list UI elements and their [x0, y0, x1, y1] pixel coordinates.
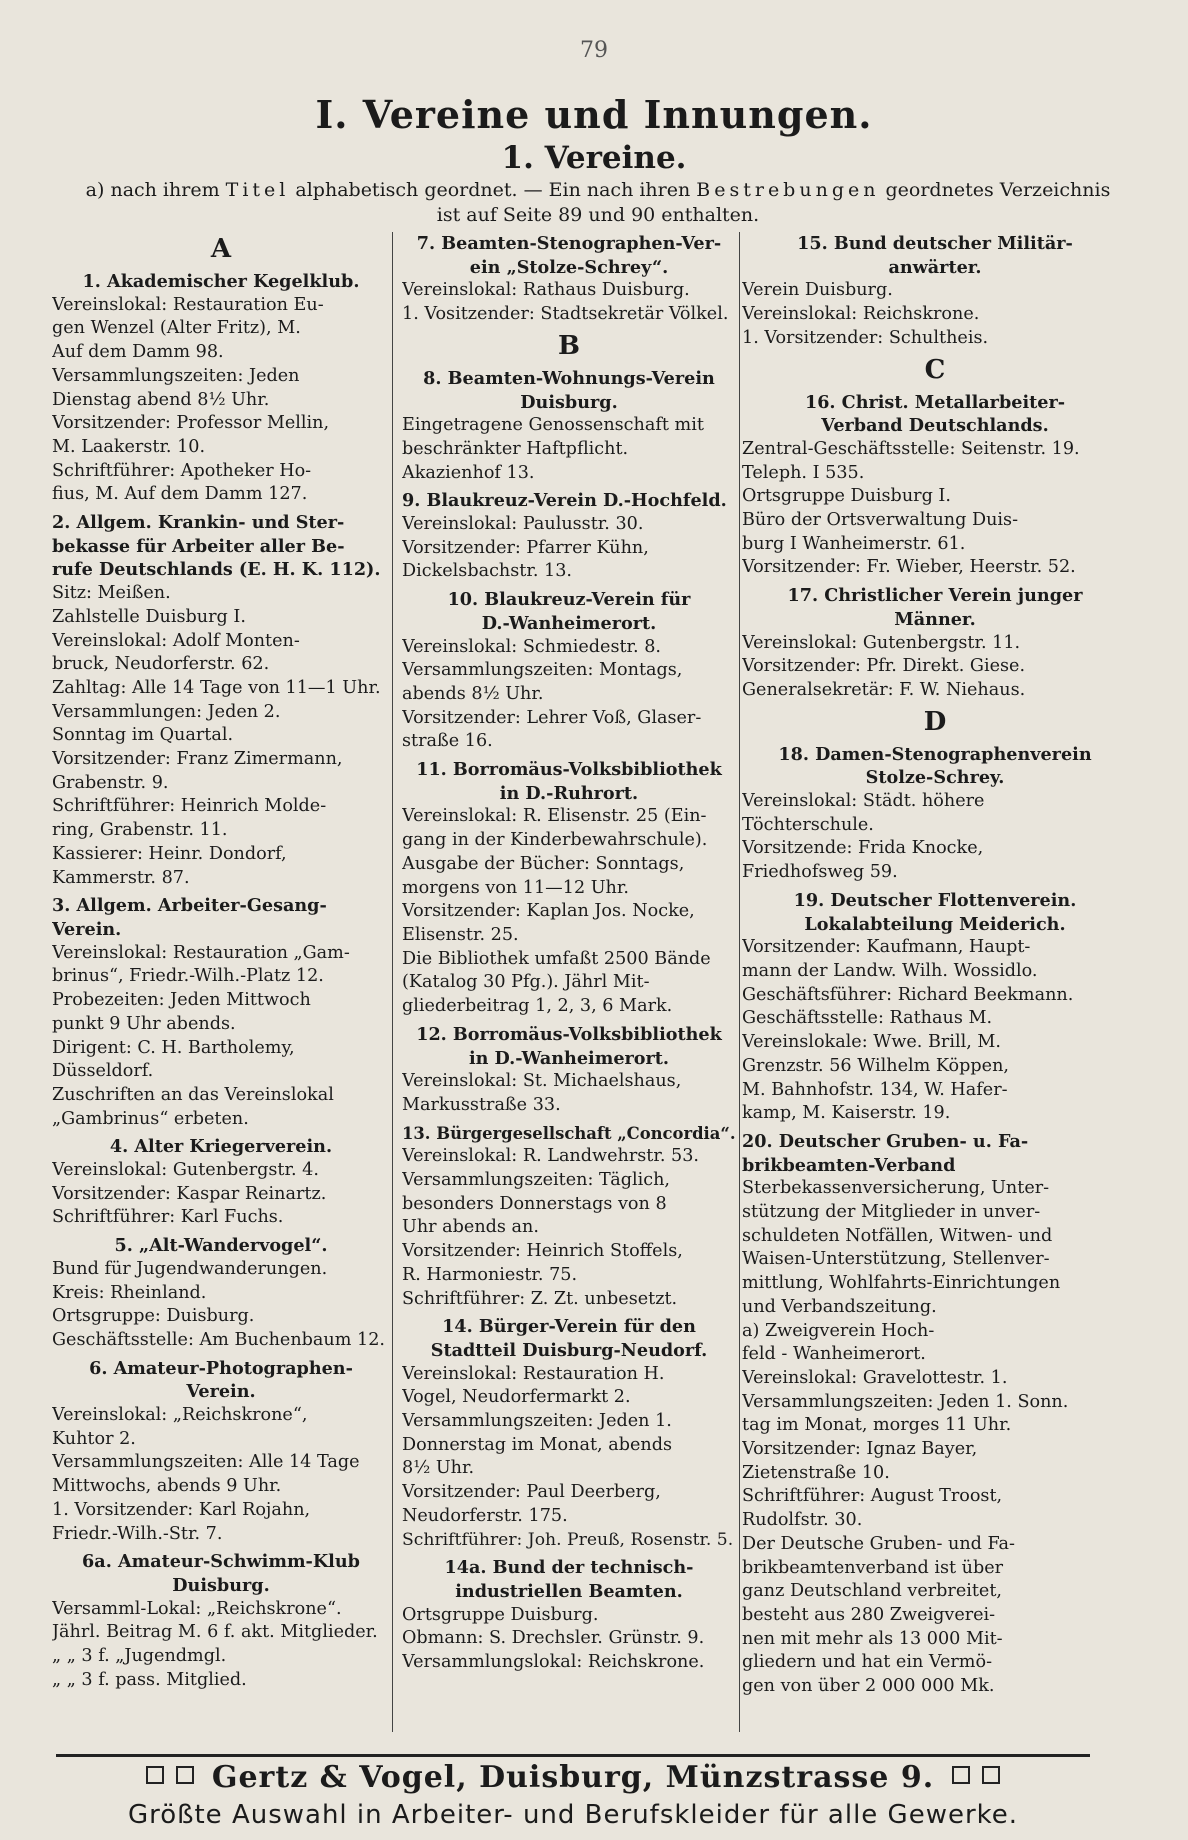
entry-title: 14a. Bund der technisch-	[444, 1557, 694, 1579]
entry-line: Friedhofsweg 59.	[742, 862, 898, 883]
entry	[742, 391, 1128, 581]
entry-title: 1. Akademischer Kegelklub.	[82, 271, 360, 292]
chapter-heading: I. Vereine und Innungen.	[315, 92, 873, 137]
entry-line: Ortsgruppe Duisburg I.	[742, 486, 951, 507]
entry-title: 4. Alter Kriegerverein.	[109, 1136, 333, 1158]
entry	[402, 232, 736, 327]
entry-title: 17. Christlicher Verein junger	[787, 585, 1083, 607]
entry-line: Vereinslokal: Städt. höhere	[742, 791, 985, 812]
entry-line: fius, M. Auf dem Damm 127.	[52, 484, 308, 505]
entry-title: 14. Bürger-Verein für den	[442, 1316, 696, 1338]
entry-line: Vereinslokal: St. Michaelshaus,	[402, 1071, 682, 1092]
entry-line: mann der Landw. Wilh. Wossidlo.	[742, 960, 1038, 981]
entry-line: Dirigent: C. H. Bartholemy,	[52, 1037, 295, 1058]
entry-title: 6a. Amateur-Schwimm-Klub	[82, 1551, 360, 1573]
entry-line: Versammlungen: Jeden 2.	[52, 701, 281, 722]
entry-title: D.-Wanheimerort.	[481, 612, 657, 634]
entry-line: Töchterschule.	[742, 814, 874, 835]
entry-line: „ „ 3 f. „Jugendmgl.	[52, 1646, 227, 1667]
entry-line: Jährl. Beitrag M. 6 f. akt. Mitglieder.	[52, 1622, 378, 1643]
entry-title: Lokalabteilung Meiderich.	[804, 913, 1066, 935]
entry-title: Verein.	[52, 918, 122, 940]
entry-line: und Verbandszeitung.	[742, 1296, 937, 1317]
entry-line: Vereinslokal: Gutenbergstr. 11.	[742, 632, 1021, 653]
entry-line: Versammlungszeiten: Jeden 1. Sonn.	[742, 1391, 1069, 1412]
entry-line: Mittwochs, abends 9 Uhr.	[52, 1476, 282, 1497]
entry-line: Grabenstr. 9.	[52, 772, 169, 793]
entry-line: gen Wenzel (Alter Fritz), M.	[52, 318, 301, 339]
entry-title: 9. Blaukreuz-Verein D.-Hochfeld.	[402, 490, 727, 512]
entry-line: brinus“, Friedr.-Wilh.-Platz 12.	[52, 966, 324, 987]
entry-line: Vorsitzender: Kaufmann, Haupt-	[742, 937, 1031, 958]
entry-line: besteht aus 280 Zweigverei-	[742, 1604, 996, 1625]
entry-line: Vereinslokal: Gutenbergstr. 4.	[52, 1160, 319, 1181]
entry-line: Kuhtor 2.	[52, 1428, 136, 1449]
entry	[742, 1130, 1128, 1699]
entry-line: Schriftführer: Joh. Preuß, Rosenstr. 5.	[402, 1529, 734, 1550]
entry	[52, 1550, 390, 1692]
entry-line: Vereinslokal: Reichskrone.	[742, 304, 980, 325]
entry-line: Vereinslokal: „Reichskrone“,	[52, 1405, 308, 1426]
section-letter: B	[558, 330, 580, 361]
entry-line: Vereinslokal: R. Elisenstr. 25 (Ein-	[402, 806, 707, 827]
entry-title: brikbeamten-Verband	[742, 1154, 956, 1176]
intro-line2: ist auf Seite 89 und 90 enthalten.	[436, 204, 760, 226]
entry-line: Auf dem Damm 98.	[52, 342, 224, 363]
column-3	[742, 232, 1128, 1742]
entry	[742, 584, 1128, 703]
entry-line: Neudorferstr. 175.	[402, 1505, 568, 1526]
entry-line: Rudolfstr. 30.	[742, 1510, 863, 1531]
entry-line: Vorsitzender: Ignaz Bayer,	[742, 1439, 978, 1460]
advert-line-2: Größte Auswahl in Arbeiter- und Berufskleider für alle Gewerke.	[127, 1800, 1019, 1830]
entry-columns	[46, 232, 1146, 1742]
entry-line: Schriftführer: Z. Zt. unbesetzt.	[402, 1288, 678, 1309]
entry-title: 3. Allgem. Arbeiter-Gesang-	[52, 895, 327, 917]
entry-line: 1. Vorsitzender: Karl Rojahn,	[52, 1499, 311, 1520]
entry-line: nen mit mehr als 13 000 Mit-	[742, 1628, 1003, 1649]
entry	[52, 511, 390, 890]
entry-line: 1. Vositzender: Stadtsekretär Völkel.	[402, 304, 729, 325]
entry-line: Schriftführer: Karl Fuchs.	[52, 1207, 284, 1228]
entry-line: Der Deutsche Gruben- und Fa-	[742, 1533, 1015, 1554]
entry	[742, 889, 1128, 1126]
entry-title: Männer.	[894, 608, 976, 630]
entry-title: in D.-Ruhrort.	[499, 782, 639, 804]
entry	[402, 1556, 736, 1675]
entry-title: Verband Deutschlands.	[821, 415, 1049, 437]
entry-line: Zentral-Geschäftsstelle: Seitenstr. 19.	[742, 438, 1080, 459]
entry-line: Grenzstr. 56 Wilhelm Köppen,	[742, 1055, 1010, 1076]
entry-line: Geschäftsführer: Richard Beekmann.	[742, 984, 1074, 1005]
entry-line: Versamml-Lokal: „Reichskrone“.	[52, 1598, 342, 1619]
entry-line: Friedr.-Wilh.-Str. 7.	[52, 1523, 223, 1544]
entry-title: anwärter.	[888, 256, 982, 278]
entry-line: burg I Wanheimerstr. 61.	[742, 533, 966, 554]
entry-line: Waisen-Unterstützung, Stellenver-	[742, 1249, 1050, 1270]
entry-line: M. Bahnhofstr. 134, W. Hafer-	[742, 1079, 1008, 1100]
entry-line: kamp, M. Kaiserstr. 19.	[742, 1103, 951, 1124]
entry-title: Duisburg.	[172, 1574, 270, 1596]
entry	[402, 367, 736, 486]
entry-title: 11. Borromäus-Volksbibliothek	[416, 759, 722, 781]
intro-titel: Titel	[225, 179, 290, 201]
entry-line: Schriftführer: August Troost,	[742, 1486, 1003, 1507]
entry-line: punkt 9 Uhr abends.	[52, 1013, 236, 1034]
entry-line: „Gambrinus“ erbeten.	[52, 1108, 249, 1129]
entry-line: Sterbekassenversicherung, Unter-	[742, 1178, 1050, 1199]
entry-line: 8½ Uhr.	[402, 1458, 475, 1479]
entry-line: Versammlungszeiten: Alle 14 Tage	[52, 1452, 360, 1473]
entry-line: Zahlstelle Duisburg I.	[52, 606, 246, 627]
entry-title: 8. Beamten-Wohnungs-Verein	[423, 367, 715, 389]
entry-line: M. Laakerstr. 10.	[52, 436, 206, 457]
entry	[52, 1357, 390, 1547]
entry-line: (Katalog 30 Pfg.). Jährl Mit-	[402, 972, 650, 993]
entry-line: Kreis: Rheinland.	[52, 1282, 207, 1303]
advert-line-1	[56, 1760, 1090, 1798]
advert-rule	[56, 1754, 1090, 1757]
entry-line: Versammlungslokal: Reichskrone.	[402, 1652, 705, 1673]
entry-line: mittlung, Wohlfahrts-Einrichtungen	[742, 1273, 1061, 1294]
entry-title: bekasse für Arbeiter aller Be-	[52, 535, 345, 557]
entry-line: bruck, Neudorferstr. 62.	[52, 654, 270, 675]
entry-title: Duisburg.	[520, 391, 618, 413]
entry-line: Vorsitzende: Frida Knocke,	[742, 838, 984, 859]
entry-line: Geschäftsstelle: Am Buchenbaum 12.	[52, 1329, 385, 1350]
entry-line: Uhr abends an.	[402, 1217, 539, 1238]
entry-line: Teleph. I 535.	[742, 462, 865, 483]
entry-title: industriellen Beamten.	[455, 1580, 683, 1602]
entry-line: Markusstraße 33.	[402, 1094, 561, 1115]
entry	[402, 588, 736, 754]
entry	[402, 489, 736, 584]
entry-line: Vereinslokal: R. Landwehrstr. 53.	[402, 1146, 699, 1167]
entry	[402, 1122, 736, 1312]
column-divider	[392, 232, 393, 1732]
entry-title: 6. Amateur-Photographen-	[89, 1357, 353, 1379]
entry-line: Vorsitzender: Heinrich Stoffels,	[402, 1241, 683, 1262]
entry-title: Verein.	[186, 1381, 256, 1403]
entry-line: ganz Deutschland verbreitet,	[742, 1581, 1002, 1602]
entry	[402, 1023, 736, 1118]
entry-line: Sonntag im Quartal.	[52, 725, 234, 746]
entry	[52, 894, 390, 1131]
entry-line: stützung der Mitglieder in unver-	[742, 1202, 1041, 1223]
entry-line: Vorsitzender: Kaspar Reinartz.	[52, 1183, 327, 1204]
entry	[52, 1234, 390, 1353]
entry-line: Kassierer: Heinr. Dondorf,	[52, 843, 287, 864]
square-ornament-icon	[982, 1766, 1000, 1784]
entry-line: morgens von 11—12 Uhr.	[402, 877, 629, 898]
advert-company: Gertz & Vogel, Duisburg, Münzstrasse 9.	[211, 1760, 935, 1795]
entry-line: Schriftführer: Apotheker Ho-	[52, 460, 312, 481]
entry-line: Donnerstag im Monat, abends	[402, 1434, 672, 1455]
entry-line: Verein Duisburg.	[742, 280, 893, 301]
entry-title: 7. Beamten-Stenographen-Ver-	[416, 233, 722, 254]
entry-line: Die Bibliothek umfaßt 2500 Bände	[402, 948, 711, 969]
entry-line: Vorsitzender: Paul Deerberg,	[402, 1482, 661, 1503]
entry-line: Generalsekretär: F. W. Niehaus.	[742, 679, 1026, 700]
entry-line: Vereinslokal: Gravelottestr. 1.	[742, 1367, 1008, 1388]
entry-line: besonders Donnerstags von 8	[402, 1193, 667, 1214]
entry-line: gliederbeitrag 1, 2, 3, 6 Mark.	[402, 996, 673, 1017]
entry-line: Vogel, Neudorfermarkt 2.	[402, 1387, 631, 1408]
entry-line: Versammlungszeiten: Jeden	[52, 365, 300, 386]
entry-line: Vorsitzender: Franz Zimermann,	[52, 749, 343, 770]
entry-line: Ortsgruppe: Duisburg.	[52, 1306, 255, 1327]
entry-title: Stolze-Schrey.	[865, 767, 1005, 789]
entry-line: a) Zweigverein Hoch-	[742, 1320, 935, 1341]
entry-line: Ausgabe der Bücher: Sonntags,	[402, 853, 685, 874]
entry-line: Versammlungszeiten: Täglich,	[402, 1170, 671, 1191]
entry-title: 15. Bund deutscher Militär-	[797, 233, 1073, 254]
entry-title: 5. „Alt-Wandervogel“.	[114, 1235, 328, 1257]
entry-line: Vereinslokal: Paulusstr. 30.	[402, 514, 644, 535]
entry-line: Bund für Jugendwanderungen.	[52, 1258, 328, 1279]
entry	[742, 743, 1128, 885]
entry-title: 12. Borromäus-Volksbibliothek	[416, 1023, 722, 1045]
entry-line: Zuschriften an das Vereinslokal	[52, 1084, 334, 1105]
entry-line: Eingetragene Genossenschaft mit	[402, 415, 704, 436]
entry-line: Vereinslokal: Restauration Eu-	[52, 294, 324, 315]
entry-line: beschränkter Haftpflicht.	[402, 438, 629, 459]
entry-line: Vorsitzender: Lehrer Voß, Glaser-	[402, 707, 702, 728]
entry-title: 16. Christ. Metallarbeiter-	[804, 391, 1066, 413]
square-ornament-icon	[952, 1766, 970, 1784]
entry-title: Stadtteil Duisburg-Neudorf.	[430, 1339, 708, 1361]
entry-title: 18. Damen-Stenographenverein	[778, 743, 1092, 765]
entry-line: Vorsitzender: Fr. Wieber, Heerstr. 52.	[742, 557, 1076, 578]
entry-line: Vorsitzender: Pfarrer Kühn,	[402, 537, 649, 558]
entry-line: Elisenstr. 25.	[402, 924, 519, 945]
entry-line: gang in der Kinderbewahrschule).	[402, 830, 708, 851]
entry-title: in D.-Wanheimerort.	[468, 1047, 670, 1069]
entry-line: Geschäftsstelle: Rathaus M.	[742, 1008, 993, 1029]
entry-line: Vereinslokal: Adolf Monten-	[52, 630, 300, 651]
entry	[402, 1315, 736, 1552]
entry-title: 20. Deutscher Gruben- u. Fa-	[742, 1130, 1029, 1152]
entry-line: ring, Grabenstr. 11.	[52, 820, 228, 841]
entry	[402, 758, 736, 1019]
intro-prefix: a) nach ihrem	[85, 179, 226, 201]
entry-line: Vereinslokal: Restauration H.	[402, 1363, 665, 1384]
entry-line: Kammerstr. 87.	[52, 867, 190, 888]
entry-line: Probezeiten: Jeden Mittwoch	[52, 990, 311, 1011]
entry-line: Vorsitzender: Professor Mellin,	[52, 413, 330, 434]
entry-title: 10. Blaukreuz-Verein für	[447, 589, 691, 611]
entry	[52, 1135, 390, 1230]
entry-line: Sitz: Meißen.	[52, 583, 171, 604]
entry-title: ein „Stolze-Schrey“.	[469, 256, 669, 278]
entry-line: Vorsitzender: Kaplan Jos. Nocke,	[402, 901, 695, 922]
entry-line: Vereinslokal: Schmiedestr. 8.	[402, 636, 662, 657]
intro-bestrebungen: Bestrebungen	[696, 179, 880, 201]
entry-line: R. Harmoniestr. 75.	[402, 1264, 578, 1285]
intro-suffix: geordnetes Verzeichnis	[879, 179, 1111, 201]
entry-line: brikbeamtenverband ist über	[742, 1557, 1004, 1578]
intro-mid: alphabetisch geordnet. — Ein nach ihren	[289, 179, 697, 201]
entry-line: Schriftführer: Heinrich Molde-	[52, 796, 327, 817]
entry-line: Vereinslokale: Wwe. Brill, M.	[742, 1032, 1001, 1053]
entry-line: abends 8½ Uhr.	[402, 683, 544, 704]
entry-line: feld - Wanheimerort.	[742, 1344, 926, 1365]
entry-title: rufe Deutschlands (E. H. K. 112).	[52, 559, 381, 581]
entry	[742, 232, 1128, 351]
entry-line: Ortsgruppe Duisburg.	[402, 1604, 599, 1625]
entry-line: „ „ 3 f. pass. Mitglied.	[52, 1669, 247, 1690]
entry-line: gliedern und hat ein Vermö-	[742, 1652, 993, 1673]
column-1	[52, 232, 390, 1742]
entry-line: gen von über 2 000 000 Mk.	[742, 1676, 995, 1697]
entry-line: Vereinslokal: Restauration „Gam-	[52, 942, 350, 963]
entry-line: Düsseldorf.	[52, 1061, 154, 1082]
section-letter: A	[210, 234, 232, 264]
entry-line: Dickelsbachstr. 13.	[402, 561, 572, 582]
square-ornament-icon	[176, 1766, 194, 1784]
column-divider	[739, 232, 740, 1732]
entry-title: 13. Bürgergesellschaft „Concordia“.	[402, 1123, 736, 1143]
entry-line: Vereinslokal: Rathaus Duisburg.	[402, 280, 690, 301]
entry-line: Vorsitzender: Pfr. Direkt. Giese.	[742, 656, 1026, 677]
page-number: 79	[580, 38, 608, 63]
entry	[52, 270, 390, 507]
entry-title: 2. Allgem. Krankin- und Ster-	[52, 512, 345, 534]
entry-line: tag im Monat, morges 11 Uhr.	[742, 1415, 1012, 1436]
square-ornament-icon	[146, 1766, 164, 1784]
entry-line: Versammlungszeiten: Montags,	[402, 660, 683, 681]
entry-title: 19. Deutscher Flottenverein.	[793, 889, 1077, 911]
entry-line: Dienstag abend 8½ Uhr.	[52, 389, 270, 410]
entry-line: Zahltag: Alle 14 Tage von 11—1 Uhr.	[52, 677, 381, 698]
section-heading: 1. Vereine.	[501, 140, 687, 176]
entry-line: straße 16.	[402, 731, 493, 752]
column-2	[402, 232, 736, 1742]
entry-line: Versammlungszeiten: Jeden 1.	[402, 1411, 672, 1432]
entry-line: Obmann: S. Drechsler. Grünstr. 9.	[402, 1628, 705, 1649]
entry-line: schuldeten Notfällen, Witwen- und	[742, 1225, 1053, 1246]
entry-line: Büro der Ortsverwaltung Duis-	[742, 510, 1019, 531]
entry-line: 1. Vorsitzender: Schultheis.	[742, 327, 989, 348]
section-letter: D	[923, 706, 947, 737]
entry-line: Zietenstraße 10.	[742, 1462, 890, 1483]
intro-text	[48, 178, 1148, 228]
section-letter: C	[924, 354, 946, 385]
entry-line: Akazienhof 13.	[402, 462, 535, 483]
